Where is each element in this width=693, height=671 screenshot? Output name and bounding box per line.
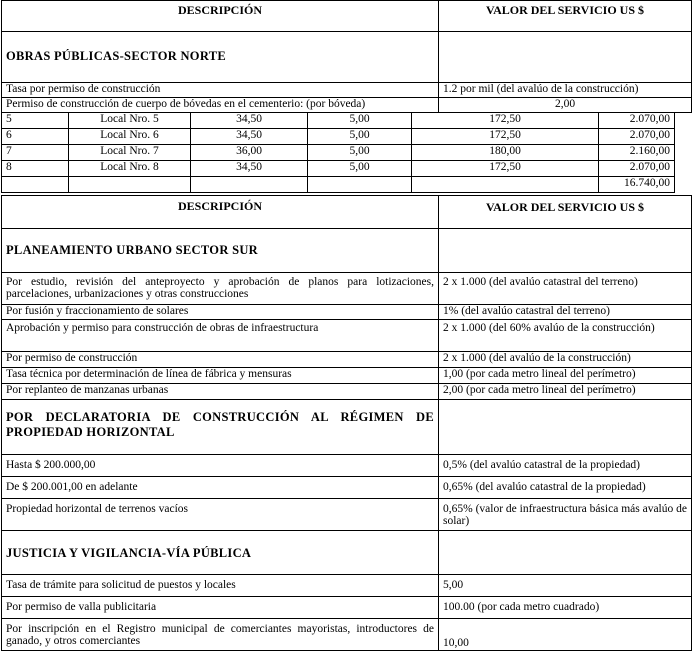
column-header-valor: VALOR DEL SERVICIO US $ [439,196,692,229]
section-row [2,32,692,83]
section-row [2,400,692,455]
row-desc: Por fusión y fraccionamiento de solares [2,305,439,320]
row-valor: 1.2 por mil (del avalúo de la construcción) [439,83,692,98]
section-row [2,229,692,273]
tasas-table [1,195,692,651]
row-valor: 2,00 [439,98,692,113]
row-valor: 2 x 1.000 (del avalúo catastral del terreno) [439,273,692,305]
row-valor: 0,5% (del avalúo catastral de la propiedad) [439,455,692,477]
row-valor: 0,65% (del avalúo catastral de la propiedad) [439,477,692,499]
local-value-d: 2.160,00 [599,145,675,161]
total-row [2,177,675,193]
table-row [2,384,692,400]
table-row [2,113,675,129]
table-row [2,575,692,597]
row-valor: 5,00 [439,575,692,597]
section-title-propiedad-horizontal: POR DECLARATORIA DE CONSTRUCCIÓN AL RÉGIMEN DE PROPIEDAD HORIZONTAL [2,400,439,455]
local-value-b: 5,00 [308,145,412,161]
table-row [2,368,692,384]
table-row [2,145,675,161]
local-value-a: 34,50 [191,161,308,177]
local-number: 7 [2,145,69,161]
local-value-c: 180,00 [412,145,599,161]
local-number: 8 [2,161,69,177]
table-row [2,273,692,305]
local-value-c: 172,50 [412,161,599,177]
row-desc: Tasa técnica por determinación de línea de fábrica y mensuras [2,368,439,384]
row-desc: Hasta $ 200.000,00 [2,455,439,477]
row-desc: Por inscripción en el Registro municipal de comerciantes mayoristas, introductores de ganado, y otros comerciantes [2,619,439,651]
local-value-c: 172,50 [412,113,599,129]
local-number: 5 [2,113,69,129]
table-row [2,597,692,619]
column-header-valor: VALOR DEL SERVICIO US $ [439,1,692,32]
row-desc: Permiso de construcción de cuerpo de bóvedas en el cementerio: (por bóveda) [2,98,439,113]
local-value-a: 34,50 [191,113,308,129]
local-value-b: 5,00 [308,113,412,129]
section-row [2,531,692,575]
local-value-d: 2.070,00 [599,129,675,145]
row-desc: Tasa de trámite para solicitud de puestos y locales [2,575,439,597]
table-row [2,499,692,531]
local-value-c: 172,50 [412,129,599,145]
section-title-justicia: JUSTICIA Y VIGILANCIA-VÍA PÚBLICA [2,531,439,575]
row-desc: Tasa por permiso de construcción [2,83,439,98]
local-name: Local Nro. 5 [69,113,191,129]
column-header-descripcion: DESCRIPCIÓN [2,1,439,32]
local-value-d: 2.070,00 [599,161,675,177]
table-header-row [2,1,692,32]
table-row [2,619,692,651]
section-title-planeamiento: PLANEAMIENTO URBANO SECTOR SUR [2,229,439,273]
local-value-b: 5,00 [308,129,412,145]
table-row [2,455,692,477]
obras-publicas-table [1,0,692,113]
local-value-a: 36,00 [191,145,308,161]
row-valor: 100.00 (por cada metro cuadrado) [439,597,692,619]
row-desc: Por replanteo de manzanas urbanas [2,384,439,400]
table-row [2,352,692,368]
column-header-descripcion: DESCRIPCIÓN [2,196,439,229]
table-row [2,477,692,499]
table-row [2,83,692,98]
row-desc: Por estudio, revisión del anteproyecto y aprobación de planos para lotizaciones, parcelaciones, urbanizaciones y otras construcciones [2,273,439,305]
local-value-a: 34,50 [191,129,308,145]
row-valor: 2 x 1.000 (del 60% avalúo de la construcción) [439,320,692,352]
local-name: Local Nro. 7 [69,145,191,161]
row-valor: 10,00 [439,619,692,651]
locales-table [1,112,675,193]
total-value: 16.740,00 [599,177,675,193]
row-desc: Aprobación y permiso para construcción de obras de infraestructura [2,320,439,352]
row-desc: Propiedad horizontal de terrenos vacíos [2,499,439,531]
row-desc: De $ 200.001,00 en adelante [2,477,439,499]
row-desc: Por permiso de construcción [2,352,439,368]
local-name: Local Nro. 8 [69,161,191,177]
row-valor: 1% (del avalúo catastral del terreno) [439,305,692,320]
row-valor: 1,00 (por cada metro lineal del perímetro) [439,368,692,384]
local-name: Local Nro. 6 [69,129,191,145]
table-row [2,320,692,352]
local-number: 6 [2,129,69,145]
table-row [2,161,675,177]
row-valor: 2,00 (por cada metro lineal del perímetro) [439,384,692,400]
row-desc: Por permiso de valla publicitaria [2,597,439,619]
table-row [2,305,692,320]
row-valor: 2 x 1.000 (del avalúo de la construcción) [439,352,692,368]
row-valor: 0,65% (valor de infraestructura básica más avalúo de solar) [439,499,692,531]
section-title-obras-publicas: OBRAS PÚBLICAS-SECTOR NORTE [2,32,439,83]
table-row [2,98,692,113]
table-header-row [2,196,692,229]
local-value-d: 2.070,00 [599,113,675,129]
local-value-b: 5,00 [308,161,412,177]
table-row [2,129,675,145]
